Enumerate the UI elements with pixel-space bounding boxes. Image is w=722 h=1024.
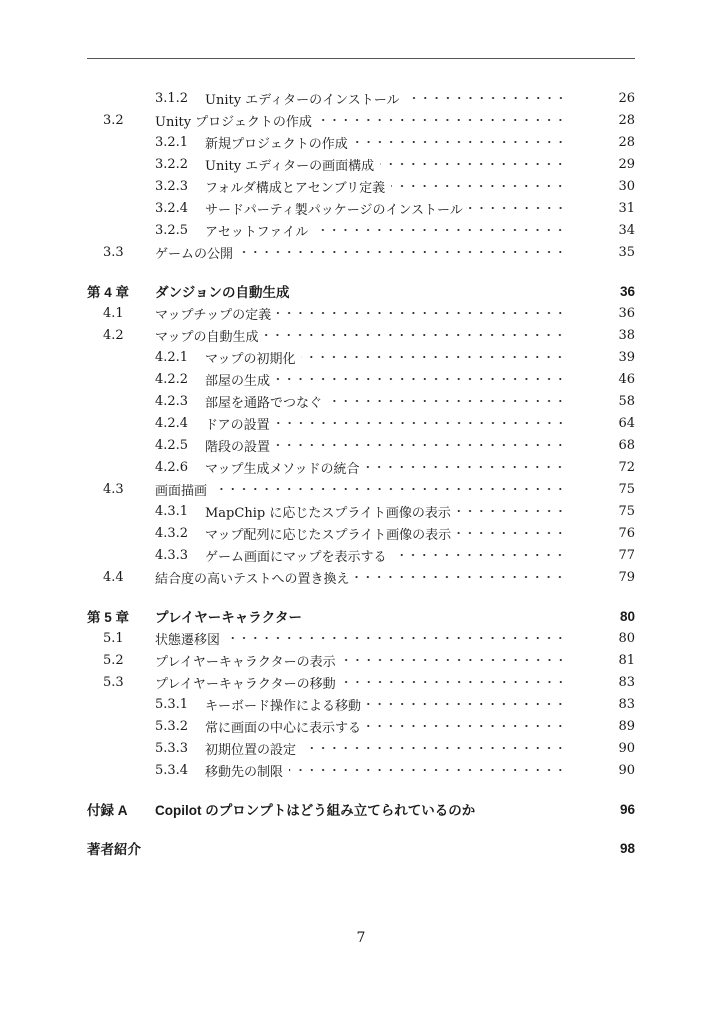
dot-leader: [391, 175, 568, 197]
toc-entry-subsection[interactable]: [87, 175, 635, 197]
toc-entry-page: 80: [618, 630, 635, 646]
toc-entry-title: 移動先の制限: [205, 764, 284, 780]
table-of-contents: [87, 87, 635, 859]
dot-leader: [239, 241, 568, 263]
toc-entry-title: ゲームの公開: [155, 246, 234, 262]
toc-entry-subsection[interactable]: [87, 715, 635, 737]
toc-entry-number: 3.2.2: [155, 156, 189, 172]
toc-entry-number: 4.3.3: [155, 547, 189, 563]
toc-entry-number: 4.2: [103, 327, 124, 343]
toc-entry-page: 90: [618, 762, 635, 778]
toc-entry-subsection[interactable]: [87, 500, 635, 522]
toc-entry-page: 39: [618, 349, 635, 365]
toc-entry-title: プレイヤーキャラクター: [155, 610, 303, 625]
dot-leader: [318, 109, 568, 131]
toc-entry-section[interactable]: [87, 649, 635, 671]
toc-entry-title: アセットファイル: [205, 224, 309, 240]
toc-entry-page: 77: [618, 547, 635, 563]
toc-entry-section[interactable]: [87, 109, 635, 131]
dot-leader: [365, 456, 568, 478]
toc-entry-title: MapChip に応じたスプライト画像の表示: [205, 505, 451, 521]
toc-entry-page: 90: [618, 740, 635, 756]
toc-entry-title: Unity エディターのインストール: [205, 92, 400, 108]
dot-leader: [367, 715, 568, 737]
toc-entry-subsection[interactable]: [87, 219, 635, 241]
toc-entry-page: 36: [619, 283, 635, 299]
toc-entry-page: 30: [618, 178, 635, 194]
toc-entry-page: 79: [618, 569, 635, 585]
dot-leader: [314, 219, 568, 241]
toc-entry-page: 64: [618, 415, 635, 431]
dot-leader: [264, 324, 568, 346]
toc-entry-page: 36: [618, 305, 635, 321]
toc-entry-number: 3.2.4: [155, 200, 189, 216]
toc-entry-title: 状態遷移図: [155, 632, 221, 648]
toc-entry-title: ゲーム画面にマップを表示する: [205, 549, 387, 565]
toc-entry-number: 5.1: [103, 630, 124, 646]
toc-entry-title: 初期位置の設定: [205, 742, 297, 758]
toc-entry-number: 第 5 章: [87, 610, 130, 625]
toc-entry-page: 38: [618, 327, 635, 343]
toc-entry-page: 81: [618, 652, 635, 668]
toc-entry-title: ダンジョンの自動生成: [155, 285, 290, 300]
toc-entry-subsection[interactable]: [87, 390, 635, 412]
dot-leader: [380, 153, 568, 175]
toc-entry-page: 83: [618, 696, 635, 712]
dot-leader: [276, 368, 568, 390]
toc-entry-title: 常に画面の中心に表示する: [205, 720, 362, 736]
dot-leader: [289, 759, 568, 781]
toc-entry-number: 5.3.1: [155, 696, 189, 712]
toc-entry-title: プレイヤーキャラクターの移動: [155, 676, 336, 692]
toc-entry-page: 29: [618, 156, 635, 172]
toc-entry-page: 68: [618, 437, 635, 453]
toc-entry-subsection[interactable]: [87, 456, 635, 478]
toc-entry-title: マップの自動生成: [155, 329, 259, 345]
toc-entry-number: 3.3: [103, 244, 124, 260]
toc-entry-title: 結合度の高いテストへの置き換え: [155, 571, 350, 587]
toc-entry-subsection[interactable]: [87, 87, 635, 109]
dot-leader: [457, 500, 568, 522]
toc-entry-number: 4.1: [103, 305, 124, 321]
toc-entry-page: 83: [618, 674, 635, 690]
toc-entry-number: 3.2.1: [155, 134, 189, 150]
toc-entry-number: 3.1.2: [155, 90, 189, 106]
toc-entry-number: 4.4: [103, 569, 124, 585]
toc-entry-chapter[interactable]: [87, 280, 635, 302]
toc-entry-title: ドアの設置: [205, 417, 270, 433]
toc-entry-page: 72: [618, 459, 635, 475]
page-number: 7: [356, 930, 366, 946]
toc-entry-title: マップの初期化: [205, 351, 296, 367]
toc-entry-subsection[interactable]: [87, 346, 635, 368]
toc-entry-page: 89: [618, 718, 635, 734]
toc-entry-number: 4.2.2: [155, 371, 189, 387]
toc-entry-subsection[interactable]: [87, 131, 635, 153]
toc-entry-title: 階段の設置: [205, 439, 271, 455]
toc-entry-title: Unity エディターの画面構成: [205, 158, 375, 174]
toc-entry-title: 部屋を通路でつなぐ: [205, 395, 323, 411]
toc-entry-title: プレイヤーキャラクターの表示: [155, 654, 336, 670]
header-rule: [87, 58, 635, 59]
toc-entry-section[interactable]: [87, 478, 635, 500]
toc-entry-section[interactable]: [87, 241, 635, 263]
dot-leader: [354, 131, 568, 153]
toc-entry-number: 4.3.2: [155, 525, 189, 541]
toc-entry-page: 31: [618, 200, 635, 216]
toc-entry-title: 著者紹介: [87, 842, 141, 857]
toc-entry-section[interactable]: [87, 566, 635, 588]
toc-entry-section[interactable]: [87, 302, 635, 324]
toc-entry-subsection[interactable]: [87, 522, 635, 544]
toc-entry-number: 3.2.3: [155, 178, 189, 194]
toc-entry-page: 28: [618, 112, 635, 128]
dot-leader: [276, 412, 568, 434]
toc-entry-subsection[interactable]: [87, 544, 635, 566]
toc-entry-chapter[interactable]: [87, 798, 635, 820]
toc-entry-number: 3.2.5: [155, 222, 189, 238]
toc-entry-title: フォルダ構成とアセンブリ定義: [205, 180, 386, 196]
toc-entry-page: 46: [618, 371, 635, 387]
toc-entry-subsection[interactable]: [87, 737, 635, 759]
toc-entry-number: 5.3.4: [155, 762, 189, 778]
toc-entry-title: マップ生成メソッドの統合: [205, 461, 360, 477]
dot-leader: [213, 478, 568, 500]
toc-entry-number: 5.3.2: [155, 718, 189, 734]
dot-leader: [301, 346, 568, 368]
toc-entry-title: 新規プロジェクトの作成: [205, 136, 348, 152]
dot-leader: [302, 737, 568, 759]
dot-leader: [406, 87, 569, 109]
dot-leader: [328, 390, 568, 412]
dot-leader: [226, 627, 568, 649]
toc-entry-page: 35: [618, 244, 635, 260]
dot-leader: [277, 302, 568, 324]
toc-entry-subsection[interactable]: [87, 368, 635, 390]
dot-leader: [355, 566, 568, 588]
toc-entry-page: 75: [618, 503, 635, 519]
toc-entry-page: 75: [618, 481, 635, 497]
toc-entry-page: 76: [618, 525, 635, 541]
toc-entry-subsection[interactable]: [87, 412, 635, 434]
toc-entry-number: 3.2: [103, 112, 124, 128]
dot-leader: [342, 671, 568, 693]
toc-entry-subsection[interactable]: [87, 693, 635, 715]
toc-entry-section[interactable]: [87, 627, 635, 649]
toc-entry-subsection[interactable]: [87, 434, 635, 456]
toc-entry-page: 28: [618, 134, 635, 150]
toc-entry-page: 98: [619, 840, 635, 856]
toc-entry-chapter[interactable]: [87, 837, 635, 859]
toc-entry-number: 付録 A: [87, 803, 128, 818]
toc-entry-number: 4.2.3: [155, 393, 189, 409]
toc-entry-number: 4.3.1: [155, 503, 189, 519]
toc-entry-subsection[interactable]: [87, 759, 635, 781]
toc-entry-title: Unity プロジェクトの作成: [155, 114, 312, 130]
toc-entry-title: 部屋の生成: [205, 373, 271, 389]
toc-entry-number: 4.2.1: [155, 349, 189, 365]
dot-leader: [392, 544, 568, 566]
toc-entry-number: 5.3: [103, 674, 124, 690]
toc-entry-number: 第 4 章: [87, 285, 130, 300]
toc-entry-number: 5.2: [103, 652, 124, 668]
toc-entry-page: 80: [619, 608, 635, 624]
toc-entry-title: Copilot のプロンプトはどう組み立てられているのか: [155, 803, 476, 818]
toc-entry-subsection[interactable]: [87, 153, 635, 175]
toc-entry-page: 34: [618, 222, 635, 238]
toc-entry-title: サードパーティ製パッケージのインストール: [205, 202, 463, 218]
toc-entry-section[interactable]: [87, 671, 635, 693]
toc-entry-number: 5.3.3: [155, 740, 189, 756]
toc-entry-title: マップチップの定義: [155, 307, 272, 323]
dot-leader: [367, 693, 568, 715]
toc-entry-page: 96: [619, 801, 635, 817]
toc-entry-section[interactable]: [87, 324, 635, 346]
toc-entry-chapter[interactable]: [87, 605, 635, 627]
toc-entry-number: 4.2.5: [155, 437, 189, 453]
dot-leader: [469, 197, 568, 219]
toc-entry-number: 4.3: [103, 481, 124, 497]
dot-leader: [457, 522, 568, 544]
dot-leader: [276, 434, 568, 456]
toc-entry-page: 26: [618, 90, 635, 106]
toc-entry-subsection[interactable]: [87, 197, 635, 219]
toc-entry-title: 画面描画: [155, 483, 208, 499]
toc-entry-title: キーボード操作による移動: [205, 698, 362, 714]
toc-entry-number: 4.2.6: [155, 459, 189, 475]
toc-entry-number: 4.2.4: [155, 415, 189, 431]
toc-entry-page: 58: [618, 393, 635, 409]
toc-entry-title: マップ配列に応じたスプライト画像の表示: [205, 527, 452, 543]
dot-leader: [342, 649, 568, 671]
